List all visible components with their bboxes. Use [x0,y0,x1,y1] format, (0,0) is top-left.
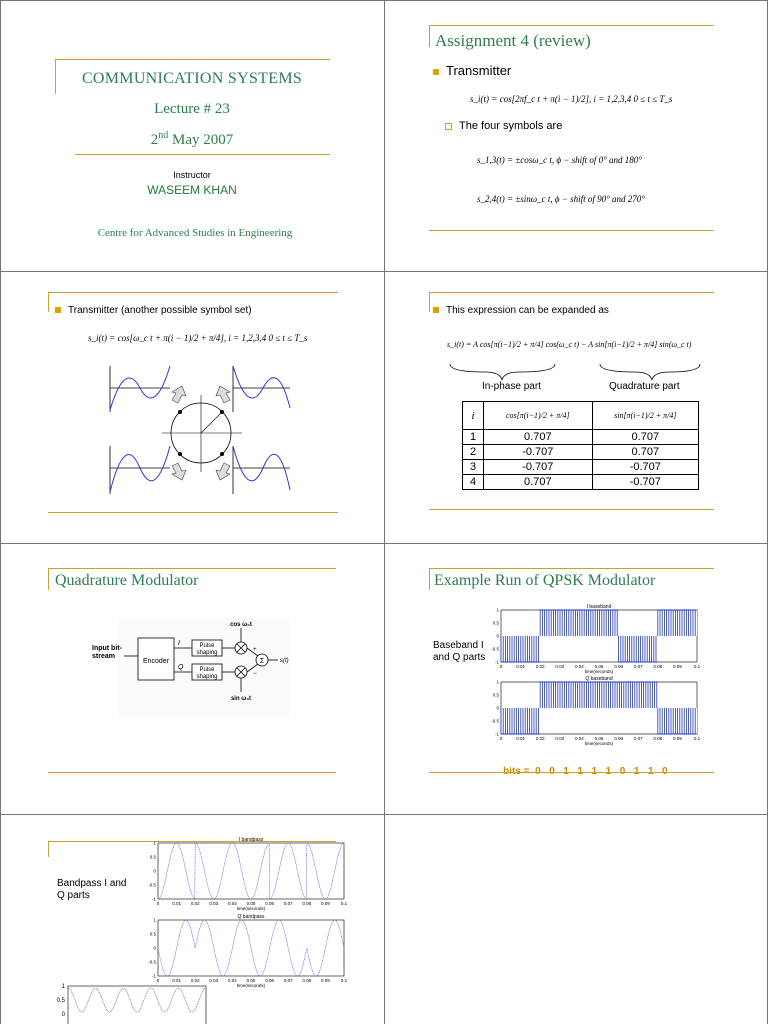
x-tick-label: 0 [499,664,503,669]
x-tick-label: 0.04 [228,901,237,906]
y-tick-label: -1 [151,973,156,979]
x-tick-label: 0.09 [321,901,330,906]
x-tick-label: 0.09 [673,664,682,669]
y-tick-label: 1 [496,679,499,685]
x-tick-label: 0.05 [246,978,256,983]
y-tick-label: 0.5 [492,620,499,626]
chart-q-baseband [483,674,703,750]
instructor-name: WASEEM KHAN [147,183,237,197]
y-tick-label: -1 [151,896,156,902]
constellation-figure [100,360,300,500]
table-row [463,460,699,475]
x-tick-label: 0.08 [653,736,663,741]
lecture-number: Lecture # 23 [154,101,230,117]
svg-text:Pulse: Pulse [199,667,215,673]
modulator-block-diagram [90,618,290,718]
svg-text:shaping: shaping [196,650,218,656]
lecture-date: 2nd May 2007 [150,130,234,148]
svg-text:Encoder: Encoder [142,658,170,665]
svg-text:cos ω₀t: cos ω₀t [230,622,252,628]
bullet-icon [433,69,439,75]
subbullet-icon [445,123,452,130]
x-axis-label: time(seconds) [236,983,266,988]
table-cell: 0.707 [592,445,698,460]
x-axis-label: time(seconds) [236,906,266,911]
chart-title: Q bandpass [237,914,265,920]
x-tick-label: 0.03 [209,901,219,906]
table-cell: 2 [463,445,484,460]
table-header-cell: sin[π(i−1)/2 + π/4] [592,402,698,430]
x-tick-label: 0.09 [321,978,330,983]
table-header-row [463,402,699,430]
table-cell: 4 [463,475,484,490]
svg-text:+: + [253,647,257,653]
x-tick-label: 0.07 [283,901,293,906]
table-header-cell: cos[π(i−1)/2 + π/4] [484,402,593,430]
y-tick-label: 0 [496,705,499,711]
x-axis-label: time(seconds) [584,669,614,674]
bandpass-side-label: Bandpass I and Q parts [57,878,127,901]
x-tick-label: 0.03 [555,736,565,741]
x-tick-label: 0.06 [614,736,623,741]
equation-3: s_2,4(t) = ±sinω_c t, ϕ − shift of 90° and 270° [477,194,645,204]
y-tick-label: -0.5 [491,718,499,724]
y-tick-label: 0.5 [56,998,65,1004]
x-tick-label: 0.1 [340,978,348,983]
value-table [462,401,699,490]
bullet-transmitter: Transmitter [433,63,511,78]
slide-bandpass [0,815,384,1024]
svg-text:s(t): s(t) [280,658,289,664]
plot-frame [68,986,206,1024]
chart-i-bandpass [140,835,350,915]
table-cell: 0.707 [592,430,698,445]
course-title: COMMUNICATION SYSTEMS [81,70,303,87]
table-cell: 0.707 [484,475,593,490]
inphase-label: In-phase part [482,381,541,392]
y-tick-label: -0.5 [491,646,499,652]
x-tick-label: 0.08 [653,664,663,669]
x-tick-label: 0.07 [633,664,643,669]
x-tick-label: 0.02 [190,978,200,983]
table-cell: -0.707 [592,460,698,475]
x-tick-label: 0.08 [302,978,312,983]
subbullet-symbols: The four symbols are [445,120,562,132]
x-tick-label: 0.05 [594,664,604,669]
x-tick-label: 0.01 [172,901,181,906]
svg-text:stream: stream [92,653,115,660]
chart-title: I baseband [586,604,612,610]
table-cell: -0.707 [484,460,593,475]
y-tick-label: 0 [496,633,499,639]
bullet-icon [433,307,439,313]
svg-text:Q: Q [178,664,184,671]
chart-title: Q baseband [585,676,613,682]
slide-symbol-set [0,272,384,543]
equation-expanded: s_i(t) = A cos[π(i−1)/2 + π/4] cos(ω_c t) − A sin[π(i−1)/2 + π/4] sin(ω_c t) [447,340,692,349]
x-tick-label: 0.01 [516,664,525,669]
x-tick-label: 0.02 [190,901,200,906]
x-tick-label: 0.06 [614,664,623,669]
slide-heading: Example Run of QPSK Modulator [434,572,656,589]
x-tick-label: 0.09 [673,736,682,741]
svg-text:Σ: Σ [259,658,265,665]
chart-q-bandpass [140,912,350,992]
y-tick-label: -1 [494,731,499,737]
slide-title [0,0,384,271]
x-tick-label: 0.02 [535,664,545,669]
svg-text:I: I [178,640,180,647]
x-tick-label: 0.01 [172,978,181,983]
x-tick-label: 0.03 [555,664,565,669]
input-label: Input bit- [92,645,122,652]
x-tick-label: 0.01 [516,736,525,741]
x-tick-label: 0.1 [693,736,701,741]
x-tick-label: 0 [156,901,160,906]
y-tick-label: 1 [153,840,156,846]
equation-symbol-set: s_i(t) = cos[ω_c t + π(i − 1)/2 + π/4], i = 1,2,3,4 0 ≤ t ≤ T_s [88,333,308,343]
equation-1: s_i(t) = cos[2πf_c t + π(i − 1)/2], i = 1,2,3,4 0 ≤ t ≤ T_s [470,94,673,104]
y-tick-label: 0.5 [149,854,156,860]
bullet-transmitter-alt: Transmitter (another possible symbol set) [55,305,252,316]
brace-decoration [445,362,705,382]
slide-assignment-review [385,0,768,271]
slide-expansion [385,272,768,543]
x-tick-label: 0.02 [535,736,545,741]
slide-qpsk-example [385,544,768,814]
bullet-expansion: This expression can be expanded as [433,305,609,316]
y-tick-label: 0 [153,868,156,874]
x-tick-label: 0.03 [209,978,219,983]
x-tick-label: 0 [156,978,160,983]
y-tick-label: -0.5 [148,959,156,965]
baseband-side-label: Baseband I and Q parts [433,640,486,663]
y-tick-label: 0.5 [149,931,156,937]
y-tick-label: 1 [153,917,156,923]
table-header-cell: i [463,402,484,430]
table-cell: -0.707 [592,475,698,490]
svg-text:Pulse: Pulse [199,643,215,649]
svg-text:−: − [253,671,257,677]
x-tick-label: 0.07 [633,736,643,741]
slide-heading: Assignment 4 (review) [435,31,591,50]
centre-name: Centre for Advanced Studies in Engineering [97,227,293,239]
x-tick-label: 0.04 [575,664,584,669]
table-cell: -0.707 [484,445,593,460]
svg-text:sin ω₀t: sin ω₀t [230,696,252,702]
y-tick-label: -1 [494,659,499,665]
x-tick-label: 0.04 [228,978,237,983]
x-tick-label: 0.06 [265,901,274,906]
y-tick-label: -0.5 [148,882,156,888]
x-tick-label: 0 [499,736,503,741]
x-tick-label: 0.08 [302,901,312,906]
bullet-icon [55,307,61,313]
x-tick-label: 0.06 [265,978,274,983]
table-row [463,475,699,490]
table-row [463,445,699,460]
y-tick-label: 1 [61,984,65,990]
chart-title: I bandpass [238,837,264,843]
y-tick-label: 1 [496,607,499,613]
table-cell: 0.707 [484,430,593,445]
x-tick-label: 0.1 [340,901,348,906]
y-tick-label: 0 [61,1012,65,1018]
x-tick-label: 0.04 [575,736,584,741]
equation-2: s_1,3(t) = ±cosω_c t, ϕ − shift of 0° and 180° [477,155,642,165]
slide-heading: Quadrature Modulator [55,572,199,589]
instructor-label: Instructor [173,170,211,180]
x-tick-label: 0.07 [283,978,293,983]
x-tick-label: 0.05 [246,901,256,906]
chart-i-baseband [483,602,703,678]
x-tick-label: 0.05 [594,736,604,741]
svg-text:shaping: shaping [196,674,218,680]
table-cell: 1 [463,430,484,445]
x-tick-label: 0.1 [693,664,701,669]
quadrature-label: Quadrature part [609,381,680,392]
x-axis-label: time(seconds) [584,741,614,746]
y-tick-label: 0 [153,945,156,951]
table-cell: 3 [463,460,484,475]
table-row [463,430,699,445]
chart-partial [48,982,218,1024]
slide-quadrature-modulator [0,544,384,814]
y-tick-label: 0.5 [492,692,499,698]
